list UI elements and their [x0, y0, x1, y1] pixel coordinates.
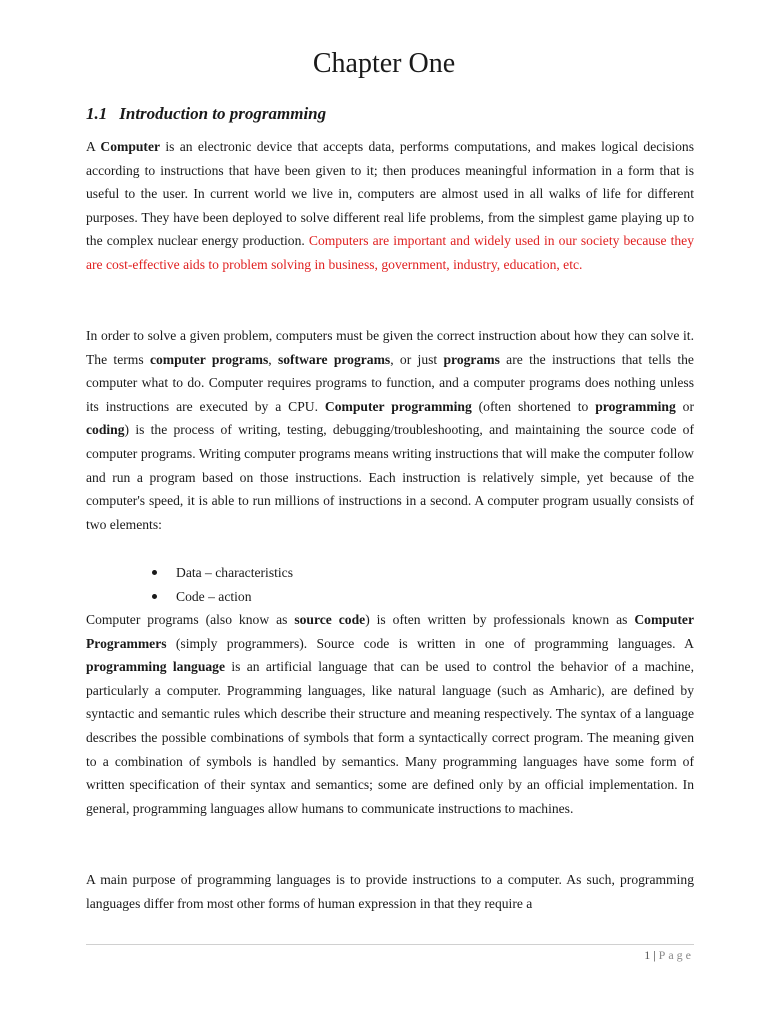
keyword-programs: programs [443, 351, 500, 367]
list-item: Code – action [150, 585, 293, 609]
page-number: 1 [644, 948, 652, 962]
keyword-source-code: source code [294, 612, 366, 627]
paragraph-3: Computer programs (also know as source code) is often written by professionals known as Computer Programmers (simply programmers). Source code is written in one of programming languages. A programming language is an artificial language that can be used to control the behavior of a machine, particularly a computer. Programming languages, like natural language (such as Amharic), are defined by syntactic and semantic rules which describe their structure and meaning respectively. The syntax of a language describes the possible combinations of symbols that form a syntactically correct program. The meaning given to a combination of symbols is handled by semantics. Many programming languages have some form of written specification of their syntax and semantics; some are defined only by an official implementation. In general, programming languages allow humans to communicate instructions to machines. [86, 612, 694, 816]
chapter-title: Chapter One [312, 48, 456, 79]
keyword-computer-programmers: Computer Programmers [86, 612, 694, 651]
keyword-coding: coding [86, 422, 125, 438]
page-label: Page [658, 948, 694, 962]
section-number: 1.1 [86, 104, 108, 123]
keyword-computer: Computer [100, 139, 161, 154]
keyword-computer-programming: Computer programming [324, 398, 472, 414]
elements-list [150, 561, 293, 608]
highlighted-sentence: Computers are important and widely used in our society because they are cost-effective aids to problem solving in business, government, industry, education, etc. [86, 233, 694, 272]
keyword-software-programs: software programs [277, 351, 391, 367]
section-title: Introduction to programming [119, 104, 327, 123]
keyword-programming: programming [595, 398, 676, 414]
paragraph-1: A Computer is an electronic device that accepts data, performs computations, and makes logical decisions according to instructions that have been given to it; then produces meaningful information in a form that is useful to the user. In current world we live in, computers are almost used in all walks of life for different purposes. They have been deployed to solve different real life problems, from the simplest game playing up to the complex nuclear energy production. Computers are important and widely used in our society because they are cost-effective aids to problem solving in business, government, industry, education, etc. [86, 139, 694, 272]
keyword-computer-programs: computer programs [149, 351, 269, 367]
paragraph-4: A main purpose of programming languages is to provide instructions to a computer. As such, programming languages differ from most other forms of human expression in that they require a [86, 872, 694, 911]
section-heading [86, 104, 326, 124]
keyword-programming-language: programming language [86, 659, 226, 675]
list-item: Data – characteristics [150, 561, 293, 585]
page-footer [644, 948, 694, 963]
paragraph-2: In order to solve a given problem, computers must be given the correct instruction about how they can solve it. The terms computer programs, software programs, or just programs are the instructions that tells the computer what to do. Computer requires programs to function, and a computer programs does nothing unless its instructions are executed by a CPU. Computer programming (often shortened to programming or coding) is the process of writing, testing, debugging/troubleshooting, and maintaining the source code of computer programs. Writing computer programs means writing instructions that will make the computer follow and run a program based on those instructions. Each instruction is relatively simple, yet because of the computer's speed, it is able to run millions of instructions in a second. A computer program usually consists of two elements: [86, 328, 694, 532]
footer-divider [86, 944, 694, 945]
footer-separator: | [653, 948, 657, 962]
